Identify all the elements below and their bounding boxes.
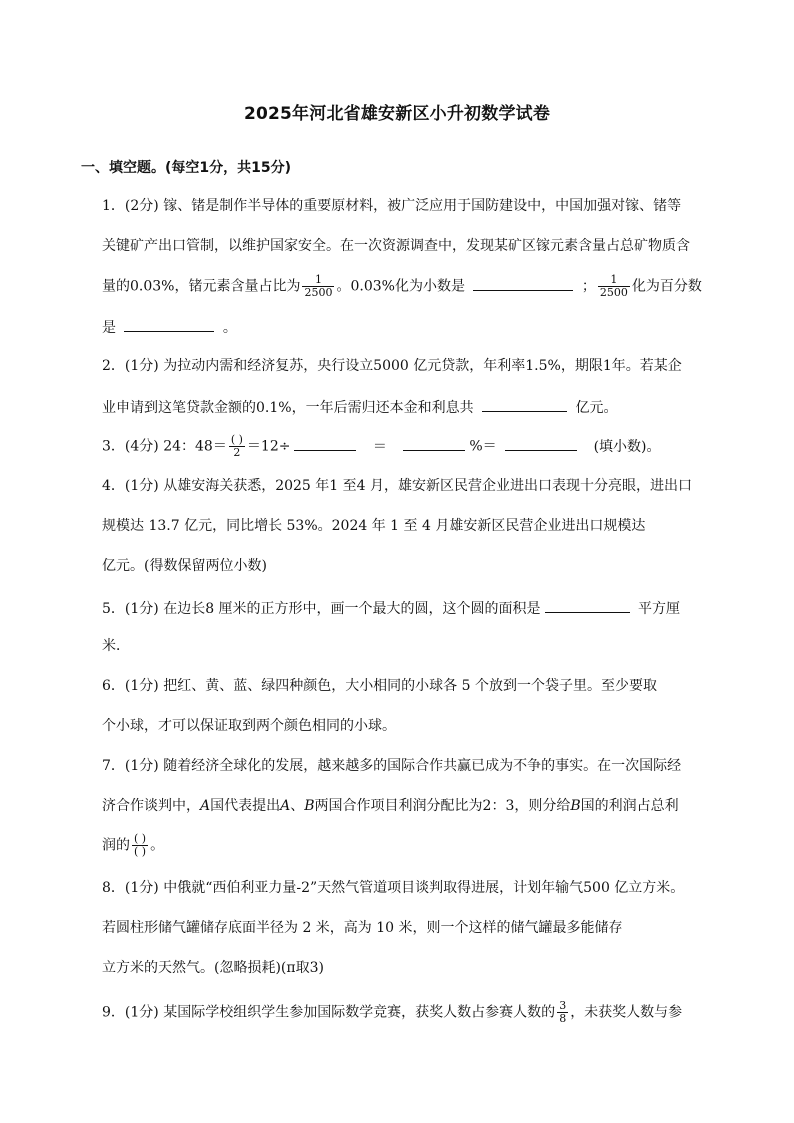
q7-text-e: 国的利润占总利 bbox=[580, 798, 679, 814]
q7-letter-b-2: B bbox=[570, 798, 581, 814]
q1-fraction-2-den: 2500 bbox=[599, 286, 628, 299]
page-title: 2025年河北省雄安新区小升初数学试卷 bbox=[243, 104, 551, 124]
q3-answer-blank-1[interactable] bbox=[294, 435, 356, 451]
q6-line-2: 个小球，才可以保证取到两个颜色相同的小球。 bbox=[102, 718, 396, 734]
q7-letter-a: A bbox=[200, 798, 211, 814]
q2-text-a: 业申请到这笔贷款金额的0.1%，一年后需归还本金和利息共 bbox=[102, 400, 474, 416]
q1-text-a: 量的0.03%，锗元素含量占比为 bbox=[102, 278, 301, 295]
q1-text-c: ； bbox=[581, 278, 596, 295]
q8-line-2: 若圆柱形储气罐储存底面半径为 2 米，高为 10 米，则一个这样的储气罐最多能储存 bbox=[102, 920, 623, 936]
q5-answer-blank[interactable] bbox=[545, 597, 630, 613]
q7-fraction-num: ( ) bbox=[134, 832, 147, 845]
q9-text-a: 9．(1分) 某国际学校组织学生参加国际数学竞赛，获奖人数占参赛人数的 bbox=[102, 1004, 556, 1021]
q8-line-3: 立方米的天然气。(忽略损耗)(π取3) bbox=[102, 960, 324, 976]
q1-line-4 bbox=[102, 316, 237, 338]
q8-line-1: 8．(1分) 中俄就“西伯利亚力量-2”天然气管道项目谈判取得进展，计划年输气500 亿立方米。 bbox=[102, 880, 685, 896]
q7-line-2 bbox=[102, 796, 679, 816]
q1-answer-blank-1[interactable] bbox=[473, 275, 573, 291]
q1-line-2 bbox=[102, 236, 690, 256]
q7-text-d: 两国合作项目利润分配比为2：3，则分给 bbox=[314, 798, 571, 814]
q7-fraction[interactable] bbox=[132, 833, 148, 858]
q3-fraction bbox=[229, 434, 245, 459]
q1-line-1: 1．(2分) 镓、锗是制作半导体的重要原材料，被广泛应用于国防建设中，中国加强对镓、锗等 bbox=[102, 198, 682, 214]
q1-answer-blank-2[interactable] bbox=[124, 316, 214, 332]
q3-text-b: ＝12÷ bbox=[246, 438, 291, 455]
q4-line-1: 4．(1分) 从雄安海关获悉，2025 年1 至4 月，雄安新区民营企业进出口表现十分亮眼，进出口 bbox=[102, 478, 692, 494]
q7-letter-a-2: A bbox=[280, 798, 291, 814]
q2-line-1: 2．(1分) 为拉动内需和经济复苏，央行设立5000 亿元贷款，年利率1.5%，期限1年。若某企 bbox=[102, 358, 682, 374]
q2-text-b: 亿元。 bbox=[575, 400, 618, 416]
q7-text-g: 。 bbox=[150, 837, 165, 854]
q2-line-2 bbox=[102, 396, 617, 418]
q1-line-3 bbox=[102, 274, 702, 299]
q1-fraction-2-num: 1 bbox=[598, 274, 630, 287]
q1-text-f: 。 bbox=[222, 320, 237, 336]
q1-text-d: 化为百分数 bbox=[631, 278, 702, 295]
q1-text-b: 。0.03%化为小数是 bbox=[336, 278, 465, 295]
q3-text-e: (填小数)。 bbox=[593, 438, 661, 455]
q3-answer-blank-3[interactable] bbox=[505, 435, 577, 451]
q7-text-c: 、 bbox=[290, 798, 305, 814]
q4-line-3: 亿元。(得数保留两位小数) bbox=[102, 558, 267, 574]
q7-line-3 bbox=[102, 833, 164, 858]
q1-fraction-1-num: 1 bbox=[302, 274, 334, 287]
q3-line bbox=[102, 434, 661, 459]
q6-line-1: 6．(1分) 把红、黄、蓝、绿四种颜色，大小相同的小球各 5 个放到一个袋子里。至少要取 bbox=[102, 678, 657, 694]
q5-text-a: 5．(1分) 在边长8 厘米的正方形中，画一个最大的圆，这个圆的面积是 bbox=[102, 601, 541, 617]
q7-fraction-den: ( ) bbox=[134, 845, 147, 858]
q1-text-e: 是 bbox=[102, 320, 116, 336]
q3-text-a: 3．(4分) 24：48＝ bbox=[102, 438, 227, 455]
q2-answer-blank[interactable] bbox=[482, 396, 567, 412]
q1-fraction-1-den: 2500 bbox=[304, 286, 333, 299]
q9-line-1 bbox=[102, 1000, 682, 1025]
q7-text-a: 济合作谈判中， bbox=[102, 798, 200, 814]
q9-fraction bbox=[557, 1000, 568, 1025]
q3-fraction-den: 2 bbox=[233, 446, 241, 459]
q9-fraction-num: 3 bbox=[559, 999, 567, 1012]
q5-line-2: 米． bbox=[102, 638, 130, 654]
section-heading: 一、填空题。(每空1分，共15分) bbox=[81, 160, 292, 176]
q3-answer-blank-2[interactable] bbox=[403, 435, 465, 451]
q9-fraction-den: 8 bbox=[559, 1012, 567, 1025]
q5-text-b: 平方厘 bbox=[638, 601, 680, 617]
q1-line-2-text: 关键矿产出口管制，以维护国家安全。在一次资源调查中，发现某矿区镓元素含量占总矿物质含 bbox=[102, 238, 690, 254]
q1-fraction-1 bbox=[302, 274, 334, 299]
q3-text-d: %＝ bbox=[469, 438, 497, 455]
q9-text-b: ，未获奖人数与参 bbox=[570, 1004, 683, 1021]
q7-letter-b: B bbox=[304, 798, 315, 814]
q5-line-1 bbox=[102, 597, 680, 619]
q7-text-b: 国代表提出 bbox=[210, 798, 281, 814]
q3-text-c: ＝ bbox=[372, 438, 387, 455]
q7-text-f: 润的 bbox=[102, 837, 130, 854]
q4-line-2: 规模达 13.7 亿元，同比增长 53%。2024 年 1 至 4 月雄安新区民营企业进出口规模达 bbox=[102, 518, 646, 534]
q7-line-1: 7．(1分) 随着经济全球化的发展，越来越多的国际合作共赢已成为不争的事实。在一次国际经 bbox=[102, 758, 682, 774]
q1-fraction-2 bbox=[598, 274, 630, 299]
q3-fraction-num: ( ) bbox=[230, 433, 243, 446]
